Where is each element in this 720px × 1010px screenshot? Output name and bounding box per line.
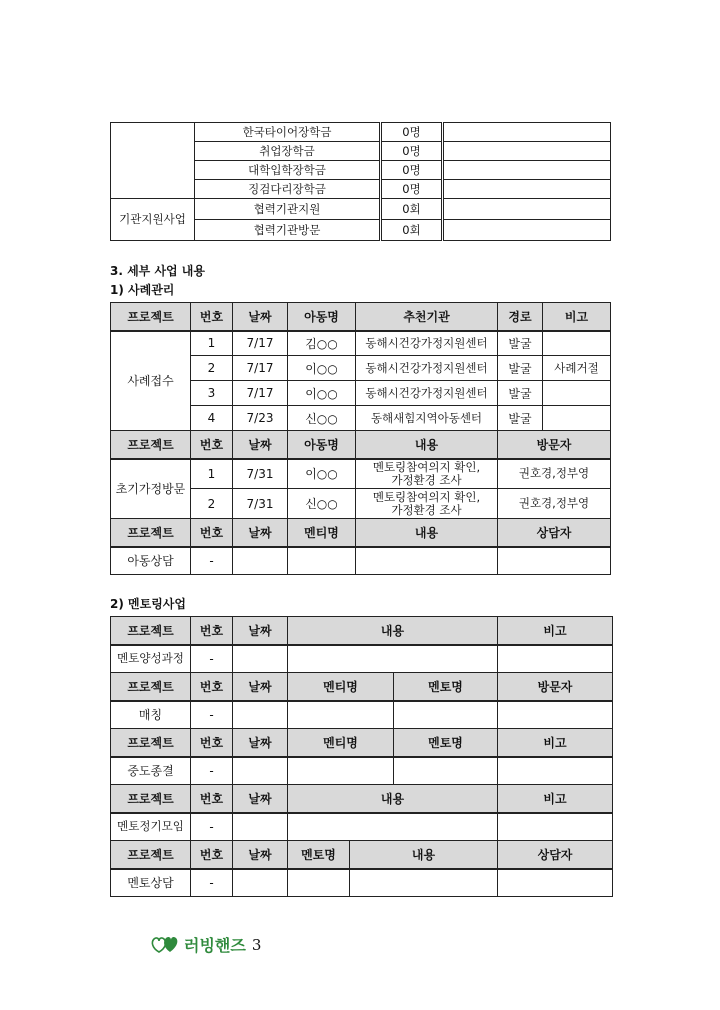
- subsection-mentoring-title: 2) 멘토링사업: [110, 597, 186, 611]
- col-number: 번호: [191, 729, 233, 757]
- col-date: 날짜: [233, 729, 288, 757]
- cell-date: [233, 757, 288, 785]
- cell-mentor: [288, 869, 350, 897]
- col-counselor: 상담자: [498, 841, 613, 869]
- value-cell: 0명: [381, 161, 443, 180]
- item-cell: 협력기관방문: [195, 220, 381, 241]
- col-mentee: 멘티명: [288, 519, 356, 547]
- brand-name: 러빙핸즈: [184, 936, 246, 955]
- case-management-table: [110, 302, 611, 575]
- col-number: 번호: [191, 785, 233, 813]
- cell-date: 7/17: [233, 331, 288, 356]
- cell-mentor: [394, 701, 498, 729]
- col-date: 날짜: [233, 519, 288, 547]
- col-note: 비고: [498, 785, 613, 813]
- cell-route: 발굴: [498, 356, 543, 381]
- value-cell: 0회: [381, 199, 443, 220]
- empty-group-cell: [111, 123, 195, 199]
- cell-date: [233, 869, 288, 897]
- cell-content: [356, 489, 498, 519]
- consult-label: 아동상담: [111, 547, 191, 575]
- value-cell: 0회: [381, 220, 443, 241]
- col-visitor: 방문자: [498, 431, 611, 459]
- project-label: 멘토정기모임: [111, 813, 191, 841]
- cell-child: 이○○: [288, 381, 356, 406]
- footer: [150, 932, 261, 957]
- group-label: 기관지원사업: [111, 199, 195, 241]
- cell-child: 김○○: [288, 331, 356, 356]
- cell-no: 4: [191, 406, 233, 431]
- cell-no: -: [191, 547, 233, 575]
- cell-content: [350, 869, 498, 897]
- col-content: 내용: [356, 431, 498, 459]
- intake-label: 사례접수: [111, 331, 191, 431]
- col-visitor: 방문자: [498, 673, 613, 701]
- col-date: 날짜: [233, 841, 288, 869]
- col-project: 프로젝트: [111, 673, 191, 701]
- col-date: 날짜: [233, 431, 288, 459]
- cell-date: 7/17: [233, 381, 288, 406]
- col-note: 비고: [498, 617, 613, 645]
- col-number: 번호: [191, 303, 233, 331]
- value-cell: 0명: [381, 180, 443, 199]
- cell-visitor: 권호경,정부영: [498, 459, 611, 489]
- cell-date: 7/31: [233, 489, 288, 519]
- col-project: 프로젝트: [111, 303, 191, 331]
- col-project: 프로젝트: [111, 785, 191, 813]
- cell-counselor: [498, 869, 613, 897]
- cell-visitor: [498, 701, 613, 729]
- cell-no: -: [191, 701, 233, 729]
- item-cell: 대학입학장학금: [195, 161, 381, 180]
- cell-mentee: [288, 701, 394, 729]
- col-number: 번호: [191, 841, 233, 869]
- cell-agency: 동해시건강가정지원센터: [356, 381, 498, 406]
- cell-date: 7/31: [233, 459, 288, 489]
- cell-date: [233, 547, 288, 575]
- col-content: 내용: [288, 785, 498, 813]
- col-project: 프로젝트: [111, 729, 191, 757]
- col-mentee: 멘티명: [288, 729, 394, 757]
- cell-no: 2: [191, 356, 233, 381]
- cell-content: [356, 547, 498, 575]
- cell-counselor: [498, 547, 611, 575]
- cell-note: 사례거절: [543, 356, 611, 381]
- col-child: 아동명: [288, 303, 356, 331]
- content-line-1: 멘토링참여의지 확인,: [372, 489, 481, 504]
- project-label: 멘토양성과정: [111, 645, 191, 673]
- subsection-case-title: 1) 사례관리: [110, 283, 175, 297]
- item-cell: 한국타이어장학금: [195, 123, 381, 142]
- cell-content: [288, 645, 498, 673]
- content-line-1: 멘토링참여의지 확인,: [372, 459, 481, 474]
- col-content: 내용: [356, 519, 498, 547]
- col-content: 내용: [350, 841, 498, 869]
- project-label: 중도종결: [111, 757, 191, 785]
- col-project: 프로젝트: [111, 617, 191, 645]
- content-line-2: 가정환경 조사: [391, 502, 462, 517]
- scholarship-table: [110, 122, 611, 241]
- cell-note: [543, 331, 611, 356]
- visit-label: 초기가정방문: [111, 459, 191, 519]
- col-number: 번호: [191, 519, 233, 547]
- cell-date: [233, 701, 288, 729]
- cell-mentor: [394, 757, 498, 785]
- cell-date: 7/17: [233, 356, 288, 381]
- col-mentor: 멘토명: [394, 729, 498, 757]
- cell-content: [356, 459, 498, 489]
- cell-agency: 동해시건강가정지원센터: [356, 356, 498, 381]
- project-label: 멘토상담: [111, 869, 191, 897]
- col-mentee: 멘티명: [288, 673, 394, 701]
- note-cell: [443, 142, 611, 161]
- col-project: 프로젝트: [111, 841, 191, 869]
- cell-no: -: [191, 869, 233, 897]
- cell-note: [498, 757, 613, 785]
- cell-content: [288, 813, 498, 841]
- col-content: 내용: [288, 617, 498, 645]
- page-number: 3: [251, 935, 262, 954]
- leaf-hearts-icon: [150, 932, 180, 957]
- col-date: 날짜: [233, 303, 288, 331]
- col-note: 비고: [498, 729, 613, 757]
- col-project: 프로젝트: [111, 431, 191, 459]
- col-route: 경로: [498, 303, 543, 331]
- cell-mentee: [288, 757, 394, 785]
- col-date: 날짜: [233, 673, 288, 701]
- note-cell: [443, 220, 611, 241]
- col-number: 번호: [191, 617, 233, 645]
- cell-mentee: [288, 547, 356, 575]
- cell-route: 발굴: [498, 381, 543, 406]
- value-cell: 0명: [381, 123, 443, 142]
- col-number: 번호: [191, 431, 233, 459]
- cell-no: 1: [191, 331, 233, 356]
- cell-note: [543, 381, 611, 406]
- cell-child: 신○○: [288, 406, 356, 431]
- cell-route: 발굴: [498, 331, 543, 356]
- cell-no: 2: [191, 489, 233, 519]
- note-cell: [443, 161, 611, 180]
- cell-date: [233, 813, 288, 841]
- col-counselor: 상담자: [498, 519, 611, 547]
- cell-no: 3: [191, 381, 233, 406]
- cell-agency: 동해새힘지역아동센터: [356, 406, 498, 431]
- col-note: 비고: [543, 303, 611, 331]
- cell-agency: 동해시건강가정지원센터: [356, 331, 498, 356]
- value-cell: 0명: [381, 142, 443, 161]
- cell-no: 1: [191, 459, 233, 489]
- cell-no: -: [191, 645, 233, 673]
- col-child: 아동명: [288, 431, 356, 459]
- item-cell: 취업장학금: [195, 142, 381, 161]
- col-date: 날짜: [233, 785, 288, 813]
- note-cell: [443, 123, 611, 142]
- item-cell: 협력기관지원: [195, 199, 381, 220]
- content-line-2: 가정환경 조사: [391, 472, 462, 487]
- col-project: 프로젝트: [111, 519, 191, 547]
- note-cell: [443, 199, 611, 220]
- project-label: 매칭: [111, 701, 191, 729]
- item-cell: 징검다리장학금: [195, 180, 381, 199]
- mentoring-table: [110, 616, 613, 897]
- col-number: 번호: [191, 673, 233, 701]
- cell-note: [498, 645, 613, 673]
- cell-child: 이○○: [288, 459, 356, 489]
- col-mentor: 멘토명: [394, 673, 498, 701]
- cell-no: -: [191, 813, 233, 841]
- note-cell: [443, 180, 611, 199]
- cell-date: [233, 645, 288, 673]
- cell-child: 신○○: [288, 489, 356, 519]
- col-agency: 추천기관: [356, 303, 498, 331]
- cell-visitor: 권호경,정부영: [498, 489, 611, 519]
- section-3-title: 3. 세부 사업 내용: [110, 264, 205, 278]
- cell-note: [498, 813, 613, 841]
- cell-route: 발굴: [498, 406, 543, 431]
- col-date: 날짜: [233, 617, 288, 645]
- cell-note: [543, 406, 611, 431]
- cell-date: 7/23: [233, 406, 288, 431]
- cell-no: -: [191, 757, 233, 785]
- cell-child: 이○○: [288, 356, 356, 381]
- col-mentor: 멘토명: [288, 841, 350, 869]
